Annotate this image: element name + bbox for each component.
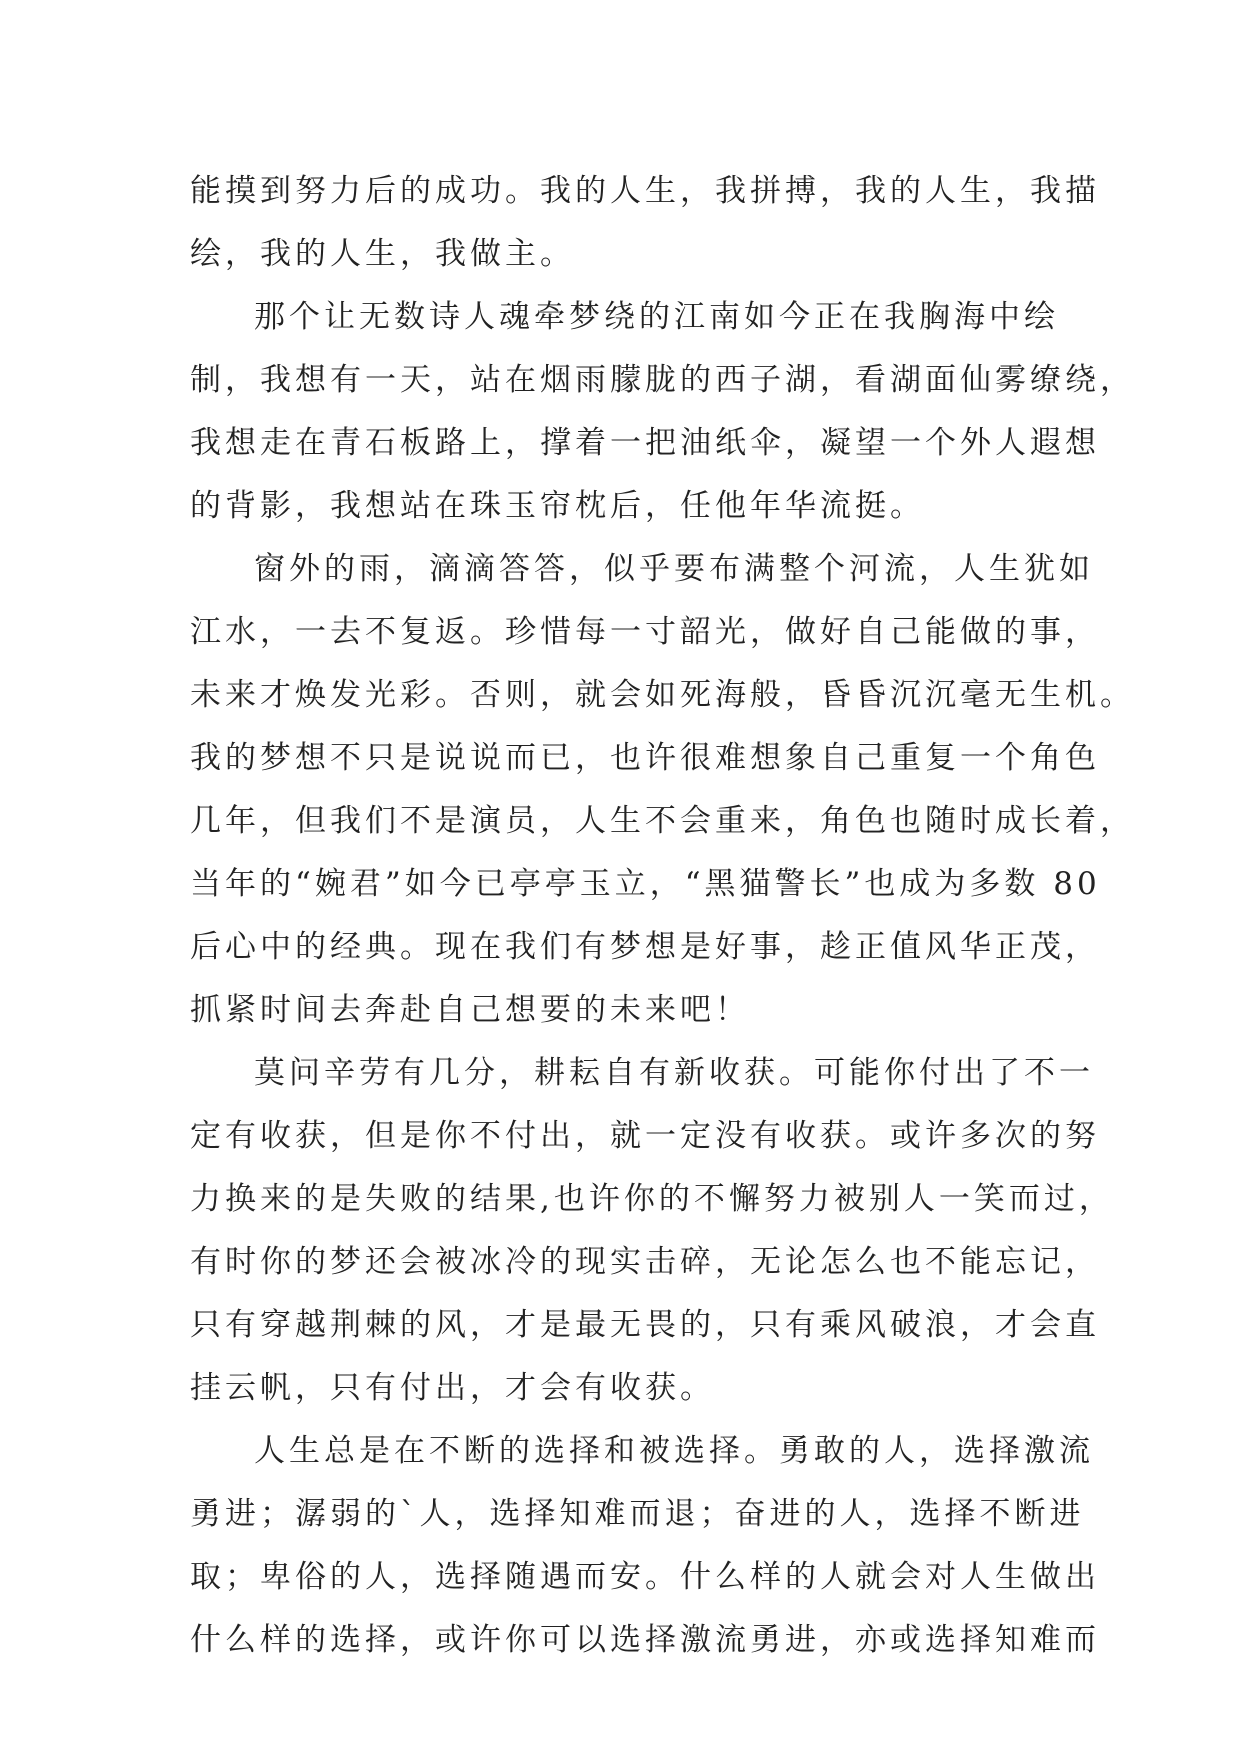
- text-line: 后心中的经典。现在我们有梦想是好事，趁正值风华正茂，: [190, 929, 1100, 965]
- text-line: 力换来的是失败的结果,也许你的不懈努力被别人一笑而过，: [190, 1181, 1114, 1217]
- text-line: 窗外的雨，滴滴答答，似乎要布满整个河流，人生犹如: [254, 551, 1094, 587]
- text-line: 的背影，我想站在珠玉帘枕后，任他年华流挺。: [190, 488, 925, 524]
- text-line: 只有穿越荆棘的风，才是最无畏的，只有乘风破浪，才会直: [190, 1307, 1100, 1343]
- paragraph: [190, 1420, 1100, 1672]
- paragraph: [190, 1042, 1114, 1420]
- text-line: 什么样的选择，或许你可以选择激流勇进，亦或选择知难而: [190, 1622, 1100, 1658]
- paragraph: [190, 538, 1135, 1042]
- text-line: 定有收获，但是你不付出，就一定没有收获。或许多次的努: [190, 1118, 1100, 1154]
- text-line: 有时你的梦还会被冰冷的现实击碎，无论怎么也不能忘记，: [190, 1244, 1100, 1280]
- text-line: 我想走在青石板路上，撑着一把油纸伞，凝望一个外人遐想: [190, 425, 1100, 461]
- text-line: 取；卑俗的人，选择随遇而安。什么样的人就会对人生做出: [190, 1559, 1100, 1595]
- paragraph: [190, 160, 1100, 286]
- text-line: 江水，一去不复返。珍惜每一寸韶光，做好自己能做的事，: [190, 614, 1100, 650]
- text-line: 当年的“婉君”如今已亭亭玉立，“黑猫警长”也成为多数 80: [190, 866, 1101, 902]
- text-line: 莫问辛劳有几分，耕耘自有新收获。可能你付出了不一: [254, 1055, 1094, 1091]
- text-line: 挂云帆，只有付出，才会有收获。: [190, 1370, 715, 1406]
- text-line: 能摸到努力后的成功。我的人生，我拼搏，我的人生，我描: [190, 173, 1100, 209]
- text-line: 抓紧时间去奔赴自己想要的未来吧！: [190, 992, 750, 1028]
- document-body: [190, 160, 1135, 1672]
- text-line: 那个让无数诗人魂牵梦绕的江南如今正在我胸海中绘: [254, 299, 1059, 335]
- text-line: 未来才焕发光彩。否则，就会如死海般，昏昏沉沉毫无生机。: [190, 677, 1135, 713]
- text-line: 几年，但我们不是演员，人生不会重来，角色也随时成长着，: [190, 803, 1135, 839]
- text-line: 我的梦想不只是说说而已，也许很难想象自己重复一个角色: [190, 740, 1100, 776]
- text-line: 人生总是在不断的选择和被选择。勇敢的人，选择激流: [254, 1433, 1094, 1469]
- paragraph: [190, 286, 1135, 538]
- text-line: 绘，我的人生，我做主。: [190, 236, 575, 272]
- text-line: 勇进；潺弱的`人，选择知难而退；奋进的人，选择不断进: [190, 1496, 1085, 1532]
- text-line: 制，我想有一天，站在烟雨朦胧的西子湖，看湖面仙雾缭绕，: [190, 362, 1135, 398]
